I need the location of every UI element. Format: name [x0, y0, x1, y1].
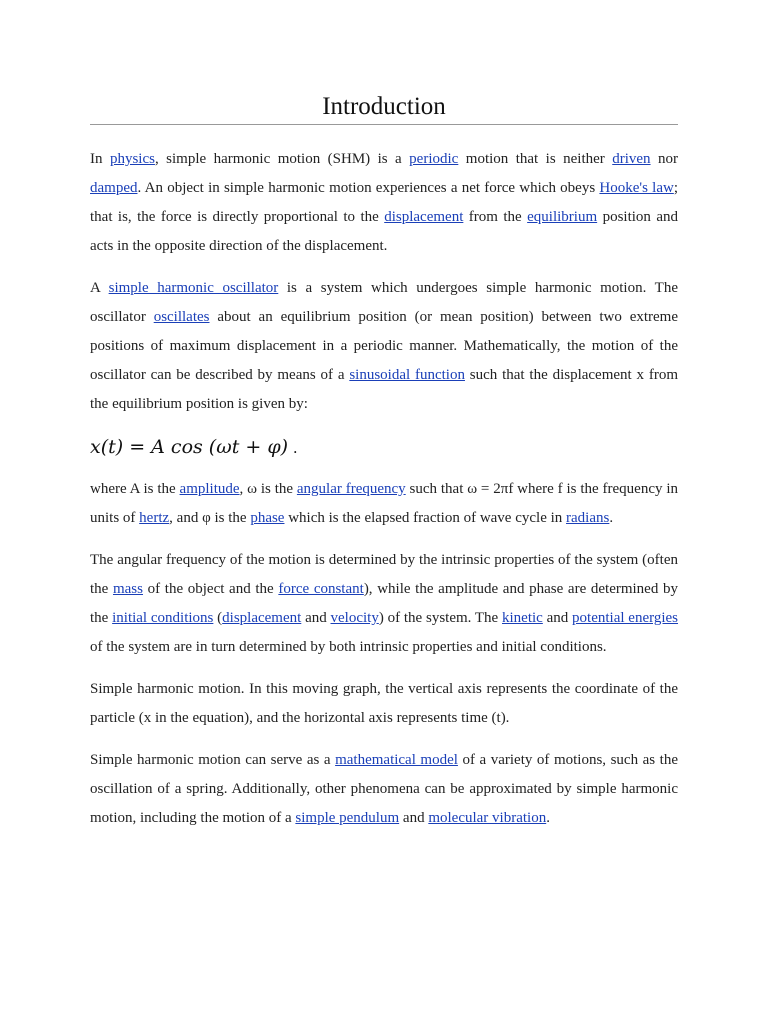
- text-run: ; that is, the force is directly proportional to the: [90, 180, 678, 225]
- text-run: , simple harmonic motion (SHM) is a: [154, 151, 410, 167]
- link-equilibrium[interactable]: equilibrium: [527, 209, 598, 225]
- text-run: .: [609, 510, 614, 526]
- document-page: [90, 0, 678, 846]
- text-run: such that ω = 2πf where f is the frequency in units of: [90, 481, 678, 526]
- text-run: The angular frequency of the motion is determined by the intrinsic properties of the system (often the: [90, 552, 678, 597]
- page-title: Introduction: [322, 93, 446, 120]
- link-displacement[interactable]: displacement: [384, 209, 464, 225]
- link-physics[interactable]: physics: [109, 151, 155, 167]
- text-run: of a variety of motions, such as the oscillation of a spring. Additionally, other phenomena can be approximated by simple harmonic motion, including the motion of a: [90, 752, 678, 826]
- paragraph-angular-frequency: [90, 546, 678, 662]
- text-run: position and acts in the opposite direction of the displacement.: [90, 209, 678, 254]
- link-potential-energies[interactable]: potential energies: [572, 610, 679, 626]
- link-simple-harmonic-oscillator[interactable]: simple harmonic oscillator: [108, 280, 279, 296]
- link-amplitude[interactable]: amplitude: [179, 481, 240, 497]
- text-run: motion that is neither: [458, 151, 613, 167]
- link-phase[interactable]: phase: [250, 510, 285, 526]
- link-mathematical-model[interactable]: mathematical model: [335, 752, 458, 768]
- paragraph-oscillator: [90, 274, 678, 419]
- text-run: Simple harmonic motion can serve as a: [90, 752, 336, 768]
- paragraph-definition: [90, 145, 678, 261]
- text-run: , and φ is the: [169, 510, 251, 526]
- paragraph-variables: [90, 475, 678, 533]
- text-run: (: [213, 610, 223, 626]
- link-driven[interactable]: driven: [612, 151, 651, 167]
- title-divider: [90, 124, 678, 125]
- link-periodic[interactable]: periodic: [409, 151, 459, 167]
- text-run: of the object and the: [142, 581, 279, 597]
- link-mass[interactable]: mass: [112, 581, 143, 597]
- text-run: nor: [650, 151, 679, 167]
- link-sinusoidal-function[interactable]: sinusoidal function: [349, 367, 465, 383]
- text-run: .: [546, 810, 550, 826]
- equation-text: x(t) = A cos (ωt + φ): [90, 436, 289, 458]
- link-force-constant[interactable]: force constant: [278, 581, 364, 597]
- text-run: In: [90, 151, 110, 167]
- text-run: . An object in simple harmonic motion experiences a net force which obeys: [137, 180, 600, 196]
- text-run: ), while the amplitude and phase are determined by the: [90, 581, 678, 626]
- link-simple-pendulum[interactable]: simple pendulum: [295, 810, 400, 826]
- link-velocity[interactable]: velocity: [330, 610, 379, 626]
- link-hertz[interactable]: hertz: [139, 510, 170, 526]
- link-damped[interactable]: damped: [90, 180, 138, 196]
- link-angular-frequency[interactable]: angular frequency: [296, 481, 406, 497]
- link-displacement[interactable]: displacement: [222, 610, 302, 626]
- link-radians[interactable]: radians: [566, 510, 610, 526]
- text-run: and: [399, 810, 429, 826]
- text-run: ) of the system. The: [378, 610, 502, 626]
- text-run: where A is the: [90, 481, 180, 497]
- equation-end: .: [288, 439, 298, 457]
- text-run: from the: [463, 209, 528, 225]
- link-hooke-s-law[interactable]: Hooke's law: [599, 180, 674, 196]
- text-run: A: [90, 280, 109, 296]
- text-run: and: [542, 610, 573, 626]
- text-run: of the system are in turn determined by both intrinsic properties and initial conditions.: [90, 639, 607, 655]
- paragraph-applications: [90, 746, 678, 833]
- text-run: Simple harmonic motion. In this moving graph, the vertical axis represents the coordinate of the particle (x in the equation), and the horizontal axis represents time (t).: [90, 681, 678, 726]
- link-kinetic[interactable]: kinetic: [502, 610, 543, 626]
- text-run: , ω is the: [239, 481, 297, 497]
- text-run: which is the elapsed fraction of wave cycle in: [284, 510, 567, 526]
- text-run: is a system which undergoes simple harmonic motion. The oscillator: [90, 280, 678, 325]
- text-run: such that the displacement x from the equilibrium position is given by:: [90, 367, 679, 412]
- link-oscillates[interactable]: oscillates: [153, 309, 210, 325]
- link-molecular-vibration[interactable]: molecular vibration: [428, 810, 547, 826]
- text-run: and: [301, 610, 331, 626]
- text-run: about an equilibrium position (or mean position) between two extreme positions of maximum displacement in a periodic manner. Mathematically, the motion of the oscillator can be described by means of a: [90, 309, 678, 383]
- paragraph-moving-graph: [90, 675, 678, 733]
- link-initial-conditions[interactable]: initial conditions: [112, 610, 214, 626]
- displacement-equation: [90, 432, 678, 463]
